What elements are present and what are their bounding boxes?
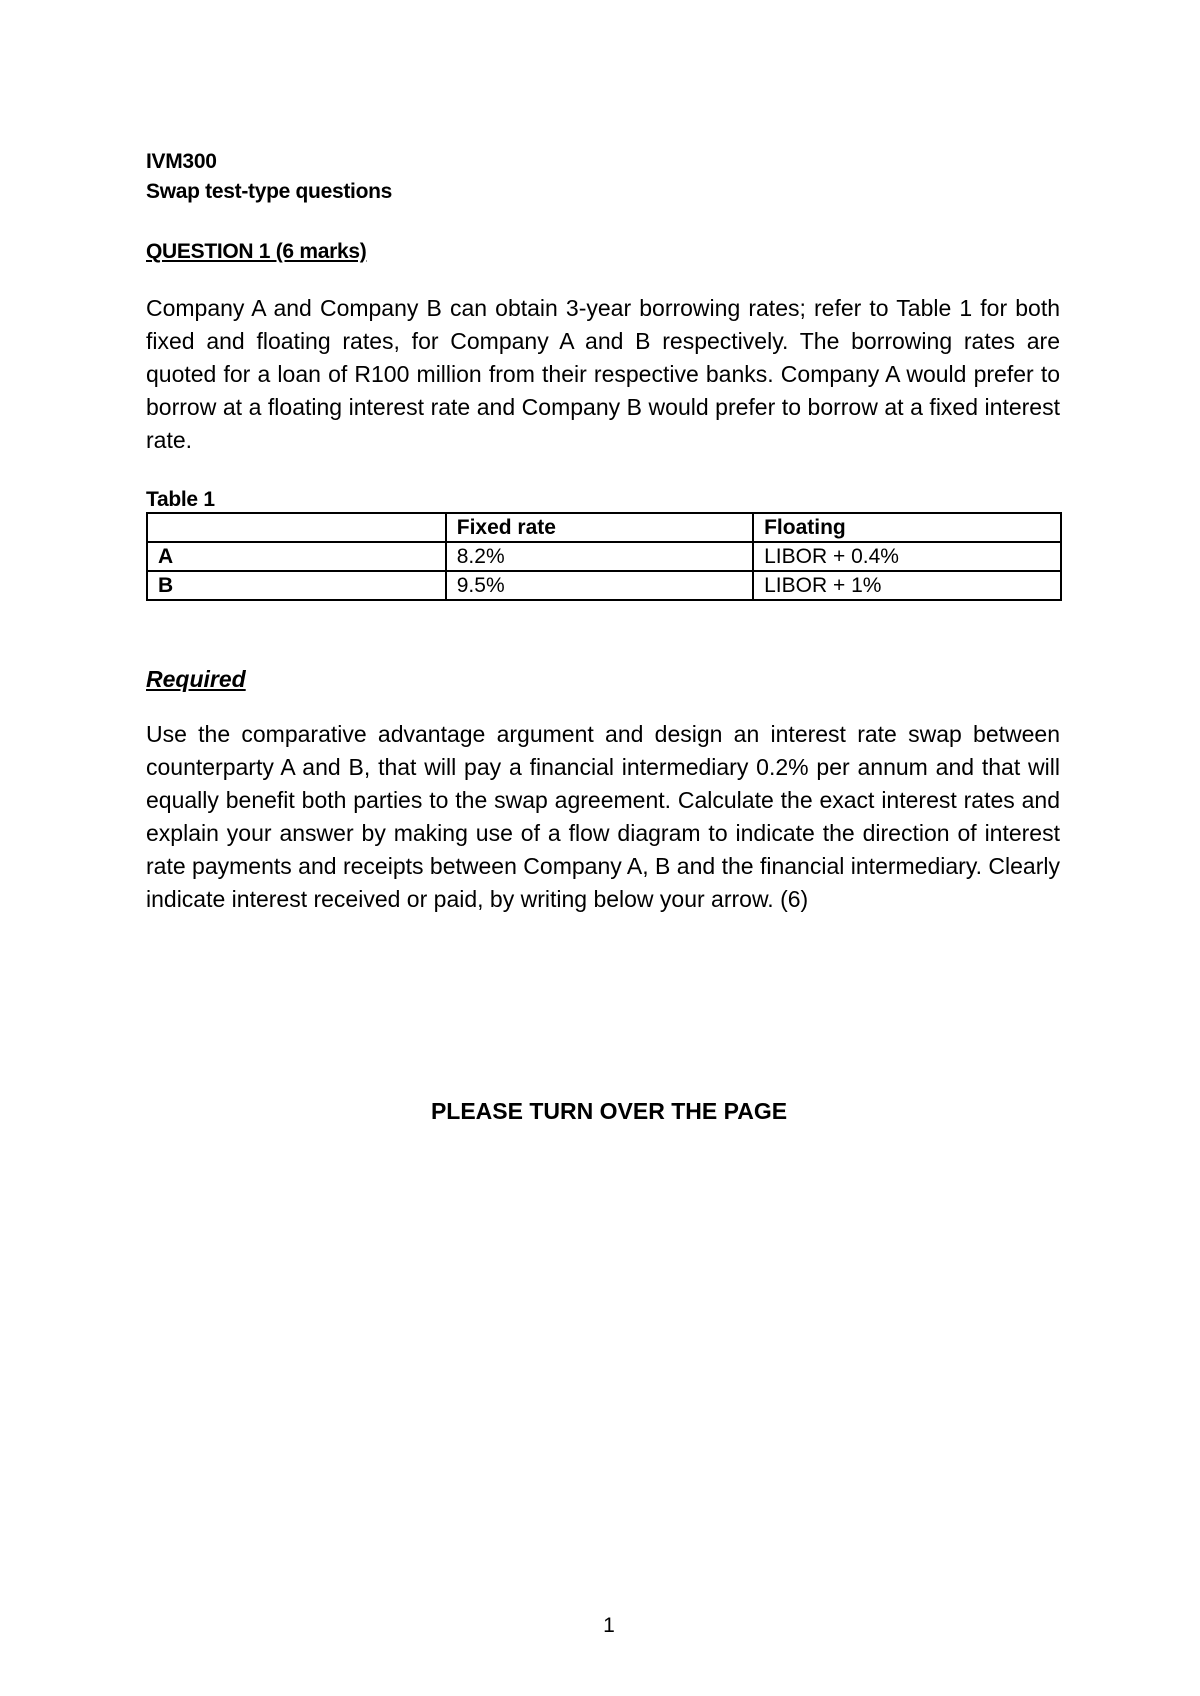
table-row-label: B (147, 571, 446, 600)
table-row (147, 542, 1061, 571)
question-intro-paragraph: Company A and Company B can obtain 3-year borrowing rates; refer to Table 1 for both fixed and floating rates, for Company A and B respectively. The borrowing rates are quoted for a loan of R100 million from their respective banks. Company A would prefer to borrow at a floating interest rate and Company B would prefer to borrow at a fixed interest rate. (146, 295, 1060, 453)
table-row (147, 571, 1061, 600)
table-caption: Table 1 (146, 488, 215, 511)
table-header-fixed-rate: Fixed rate (446, 513, 753, 542)
table-cell-floating: LIBOR + 0.4% (753, 542, 1061, 571)
table-cell-fixed: 9.5% (446, 571, 753, 600)
page-number: 1 (603, 1614, 615, 1637)
table-header-floating: Floating (753, 513, 1061, 542)
borrowing-rates-table (146, 512, 1062, 601)
document-subtitle: Swap test-type questions (146, 180, 393, 203)
table-cell-fixed: 8.2% (446, 542, 753, 571)
table-row-label: A (147, 542, 446, 571)
table-header-row (147, 513, 1061, 542)
question-heading: QUESTION 1 (6 marks) (146, 240, 367, 263)
table-header-cell (147, 513, 446, 542)
required-paragraph: Use the comparative advantage argument and design an interest rate swap between counterparty A and B, that will pay a financial intermediary 0.2% per annum and that will equally benefit both parties to the swap agreement. Calculate the exact interest rates and explain your answer by making use of a flow diagram to indicate the direction of interest rate payments and receipts between Company A, B and the financial intermediary. Clearly indicate interest received or paid, by writing below your arrow. (6) (146, 721, 1060, 912)
required-heading: Required (146, 666, 246, 692)
turn-over-notice: PLEASE TURN OVER THE PAGE (430, 1098, 788, 1124)
table-cell-floating: LIBOR + 1% (753, 571, 1061, 600)
course-code: IVM300 (146, 150, 217, 173)
